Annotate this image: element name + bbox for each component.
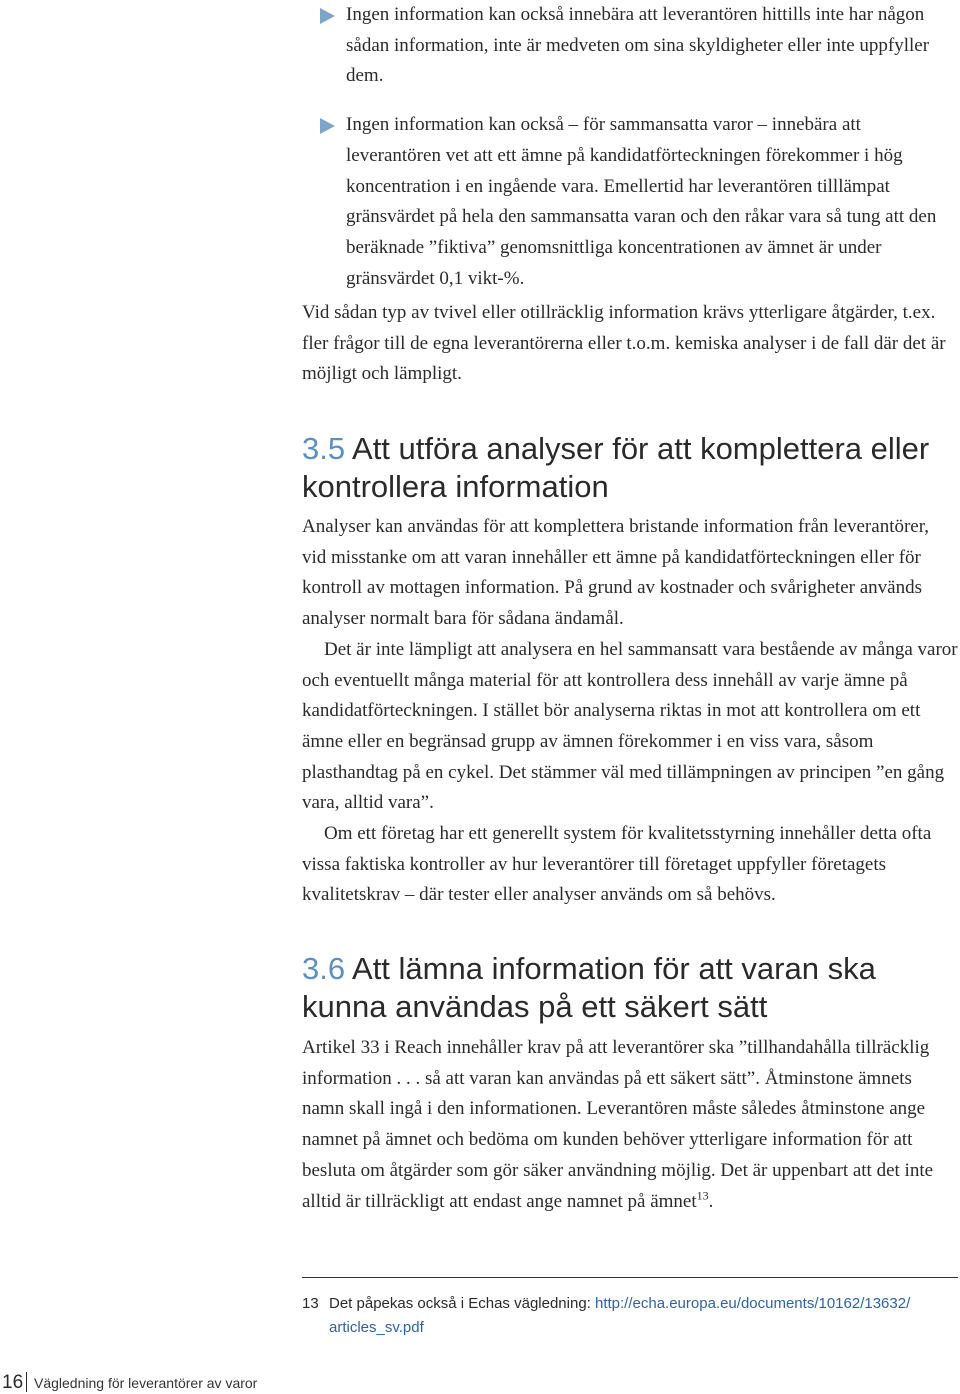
section-body-3-5 xyxy=(302,512,958,911)
section-number: 3.5 xyxy=(302,431,346,466)
paragraph: Analyser kan användas för att komplettera bristande information från leverantörer, vid misstanke om att varan innehåller ett ämne på kandidatförteckningen eller för kontroll av mottagen information. På grund av kostnader och svårigheter används analyser normalt bara för sådana ändamål. xyxy=(302,516,930,630)
paragraph: Om ett företag har ett generellt system för kvalitetsstyrning innehåller detta ofta vissa faktiska kontroller av hur leverantörer till företaget uppfyller företagets kvalitetskrav – där tester eller analyser används om så behövs. xyxy=(302,823,932,906)
bullet-text: Ingen information kan också – för sammansatta varor – innebära att leverantören vet att ett ämne på kandidatförteckningen förekommer i hög koncentration i en ingående vara. Emellertid har leverantören tilllämpat gränsvärdet på hela den sammansatta varan och den råkar vara så tung att den beräknade ”fiktiva” genomsnittliga koncentrationen av ämnet är under gränsvärdet 0,1 vikt-%. xyxy=(346,114,937,289)
intro-paragraph: Vid sådan typ av tvivel eller otillräcklig information krävs ytterligare åtgärder, t.ex. fler frågor till de egna leverantörerna eller t.o.m. kemiska analyser i de fall där det är möjligt och lämpligt. xyxy=(302,302,946,385)
footnote-link-continued[interactable]: articles_sv.pdf xyxy=(329,1319,424,1336)
section-heading-3-6 xyxy=(302,950,958,1026)
paragraph: Det är inte lämpligt att analysera en hel sammansatt vara bestående av många varor och eventuellt många material för att kontrollera dess innehåll av varje ämne på kandidatförteckningen. I stället bör analyserna riktas in mot att kontrollera om ett ämne eller en begränsad grupp av ämnen förekommer i en viss vara, såsom plasthandtag på en cykel. Det stämmer väl med tillämpningen av principen ”en gång vara, alltid vara”. xyxy=(302,638,958,814)
footnote-link[interactable]: http://echa.europa.eu/documents/10162/13632/ xyxy=(595,1295,911,1312)
bullet-list xyxy=(318,0,958,294)
paragraph-end: . xyxy=(708,1190,714,1212)
footnote-line xyxy=(302,1316,958,1340)
bullet-item xyxy=(318,110,958,294)
section-title: Att utföra analyser för att komplettera eller kontrollera information xyxy=(302,431,930,504)
running-title: Vägledning för leverantörer av varor xyxy=(34,1375,258,1391)
section-body-3-6 xyxy=(302,1033,958,1217)
section-heading-3-5 xyxy=(302,430,958,506)
bullet-text: Ingen information kan också innebära att leverantören hittills inte har någon sådan information, inte är medveten om sina skyldigheter eller inte uppfyller dem. xyxy=(346,4,930,87)
footnote-divider xyxy=(302,1277,958,1278)
paragraph-text: Artikel 33 i Reach innehåller krav på att leverantörer ska ”tillhandahålla tillräcklig information . . . så att varan kan användas på ett säkert sätt”. Åtminstone ämnets namn skall ingå i den informationen. Leverantören måste således åtminstone ange namnet på ämnet och bedöma om kunden behöver ytterligare information för att besluta om åtgärder som gör säker användning möjlig. Det är uppenbart att det inte alltid är tillräckligt att endast ange namnet på ämnet xyxy=(302,1037,934,1212)
footer-divider xyxy=(26,1372,27,1392)
triangle-bullet-icon xyxy=(320,118,335,134)
footnote-line xyxy=(302,1292,958,1316)
triangle-bullet-icon xyxy=(320,8,335,24)
bullet-item xyxy=(318,0,958,92)
section-title: Att lämna information för att varan ska kunna användas på ett säkert sätt xyxy=(302,951,876,1024)
page-number: 16 xyxy=(2,1372,24,1393)
footnote xyxy=(302,1292,958,1340)
footnote-text: Det påpekas också i Echas vägledning: xyxy=(329,1295,595,1312)
footnote-ref[interactable]: 13 xyxy=(696,1188,709,1203)
footnote-number: 13 xyxy=(302,1295,319,1312)
section-number: 3.6 xyxy=(302,951,346,986)
